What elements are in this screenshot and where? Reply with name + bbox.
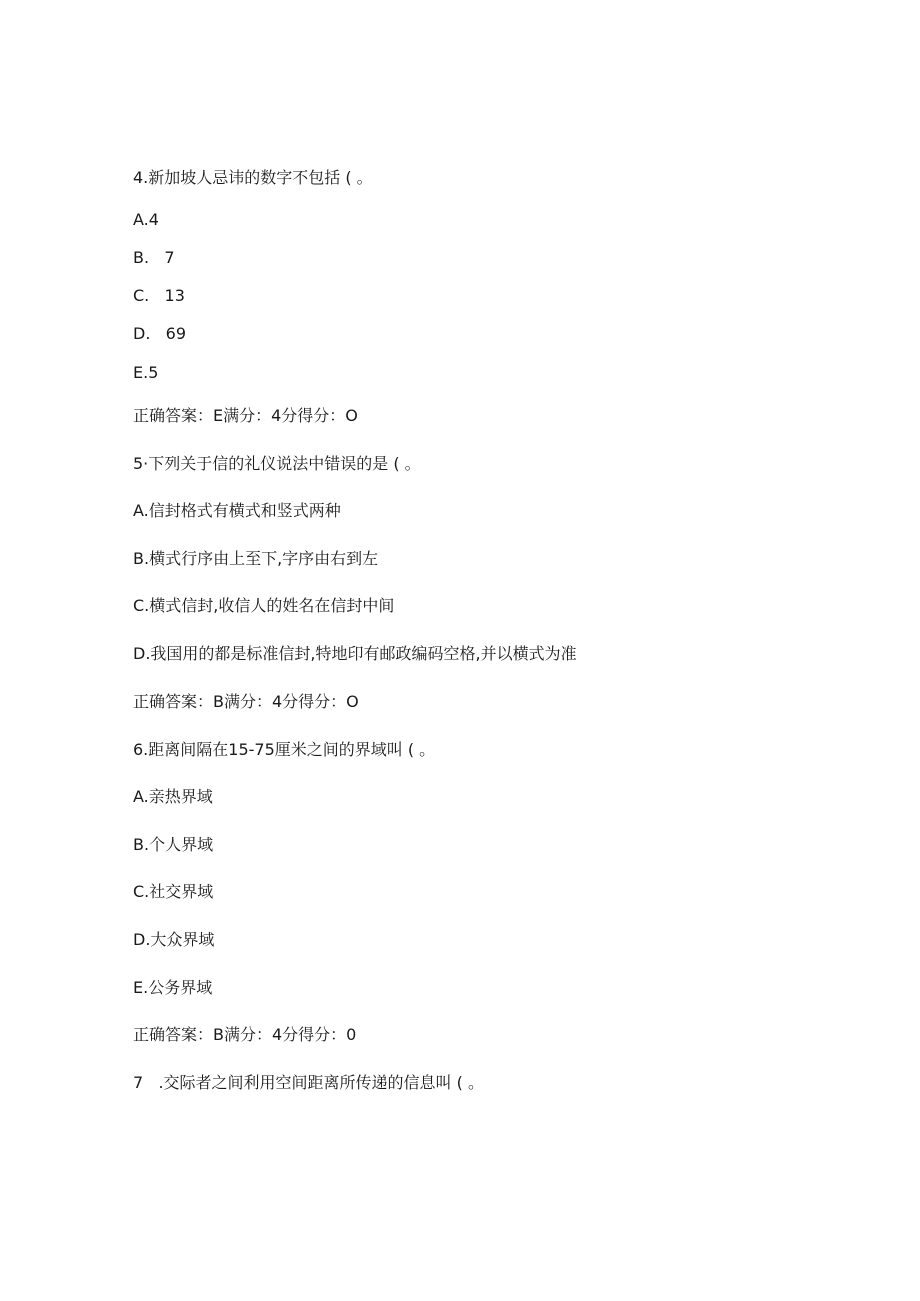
question-6-stem: 6.距离间隔在15-75厘米之间的界域叫 ( 。 xyxy=(133,740,436,759)
question-4-stem: 4.新加坡人忌讳的数字不包括 ( 。 xyxy=(133,168,373,187)
question-6-option-a: A.亲热界域 xyxy=(133,787,213,806)
question-5-option-b: B.横式行序由上至下,字序由右到左 xyxy=(133,549,379,568)
question-4-answer: 正确答案：E满分：4分得分：O xyxy=(133,406,358,425)
question-4-option-a: A.4 xyxy=(133,210,159,229)
question-6-option-e: E.公务界域 xyxy=(133,978,213,997)
question-6-option-b: B.个人界域 xyxy=(133,835,214,854)
question-5-option-a: A.信封格式有横式和竖式两种 xyxy=(133,501,341,520)
question-6-option-c: C.社交界域 xyxy=(133,882,214,901)
question-6-answer: 正确答案：B满分：4分得分：0 xyxy=(133,1025,357,1044)
question-6-option-d: D.大众界域 xyxy=(133,930,215,949)
question-5-stem: 5·下列关于信的礼仪说法中错误的是 ( 。 xyxy=(133,454,421,473)
question-4-option-e: E.5 xyxy=(133,363,159,382)
question-5-option-d: D.我国用的都是标准信封,特地印有邮政编码空格,并以横式为准 xyxy=(133,644,577,663)
question-4-option-c: C. 13 xyxy=(133,286,185,305)
question-7-stem: 7 .交际者之间利用空间距离所传递的信息叫 ( 。 xyxy=(133,1073,484,1092)
question-5-option-c: C.横式信封,收信人的姓名在信封中间 xyxy=(133,596,395,615)
question-4-option-b: B. 7 xyxy=(133,248,175,267)
question-5-answer: 正确答案：B满分：4分得分：O xyxy=(133,692,359,711)
question-4-option-d: D. 69 xyxy=(133,324,187,343)
